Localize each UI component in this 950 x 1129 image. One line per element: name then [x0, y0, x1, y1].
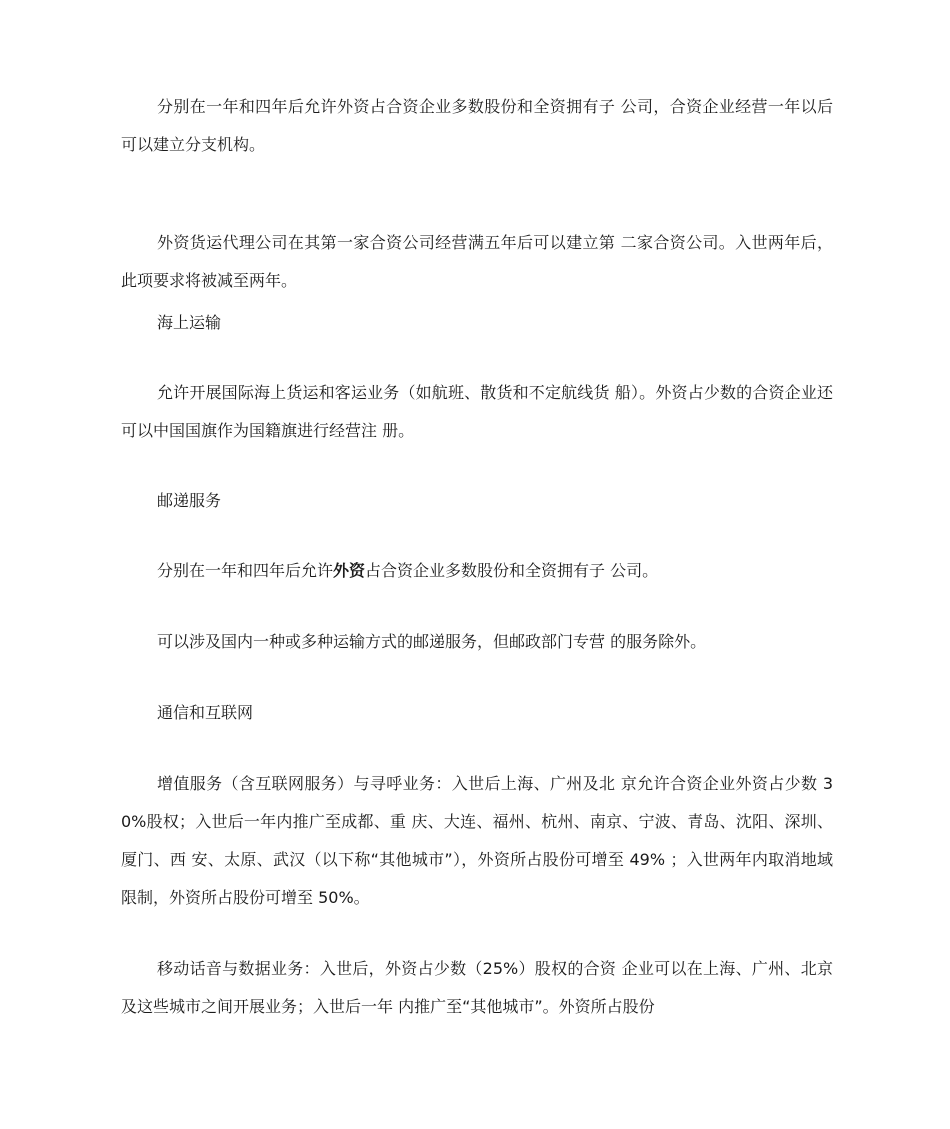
paragraph-mobile-voice-data: 移动话音与数据业务：入世后，外资占少数（25%）股权的合资 企业可以在上海、广州、北京及这些城市之间开展业务；入世后一年 内推广至“其他城市”。外资所占股份 [121, 959, 833, 1016]
heading-courier-services: 邮递服务 [157, 491, 222, 510]
heading-telecom-internet: 通信和互联网 [157, 703, 254, 722]
paragraph-text-after: 占合资企业多数股份和全资拥有子 公司。 [365, 561, 659, 580]
heading-maritime-transport: 海上运输 [157, 313, 222, 332]
paragraph-freight-forwarding: 外资货运代理公司在其第一家合资公司经营满五年后可以建立第 二家合资公司。入世两年后，此项要求将被减至两年。 [121, 233, 833, 290]
paragraph-courier-ownership [121, 552, 833, 590]
paragraph-foreign-capital-subsidiaries: 分别在一年和四年后允许外资占合资企业多数股份和全资拥有子 公司，合资企业经营一年以后可以建立分支机构。 [121, 97, 833, 154]
paragraph-value-added-services: 增值服务（含互联网服务）与寻呼业务：入世后上海、广州及北 京允许合资企业外资占少数 30%股权；入世后一年内推广至成都、重 庆、大连、福州、杭州、南京、宁波、青岛、沈阳、深圳、厦门、西 安、太原、武汉（以下称“其他城市”），外资所占股份可增至 49% ；入世两年内取消地域限制，外资所占股份可增至 50%。 [121, 774, 833, 907]
paragraph-maritime-services: 允许开展国际海上货运和客运业务（如航班、散货和不定航线货 船）。外资占少数的合资企业还可以中国国旗作为国籍旗进行经营注 册。 [121, 383, 833, 440]
bold-foreign-capital: 外资 [333, 561, 366, 580]
paragraph-courier-scope: 可以涉及国内一种或多种运输方式的邮递服务，但邮政部门专营 的服务除外。 [157, 632, 707, 651]
paragraph-text-before: 分别在一年和四年后允许 [157, 561, 334, 580]
